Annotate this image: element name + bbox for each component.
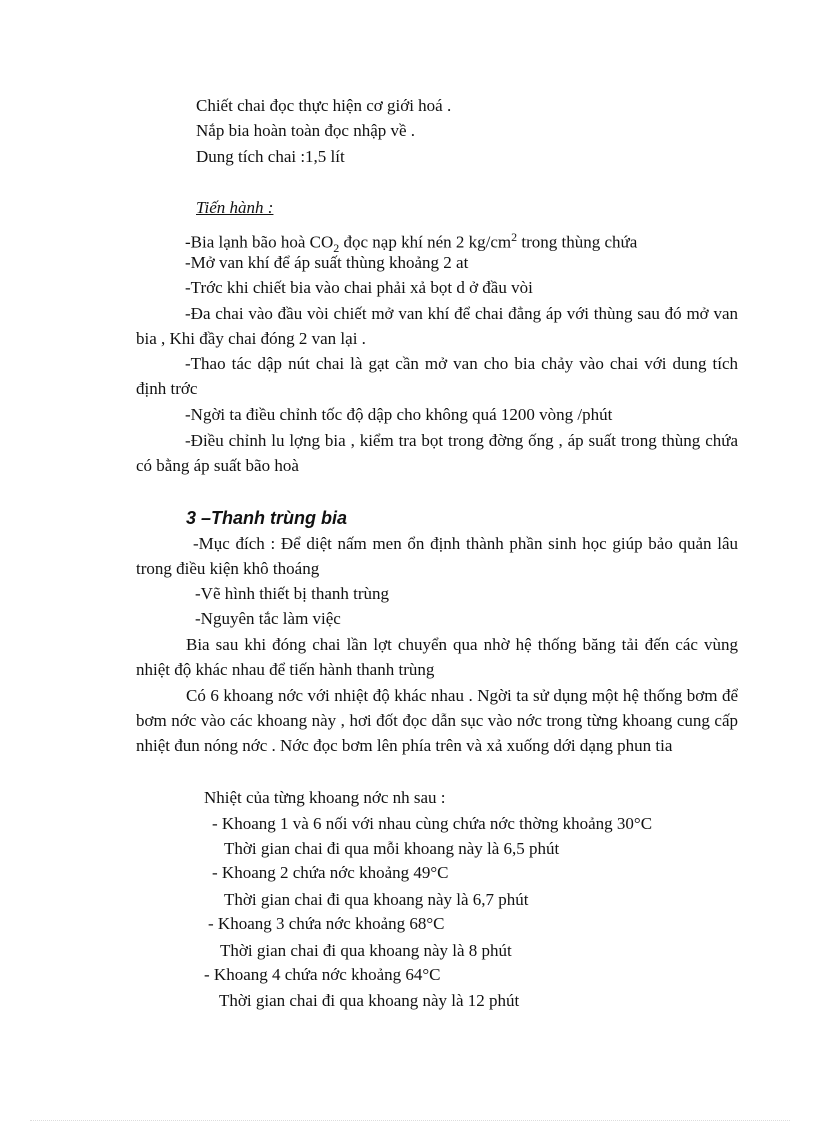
procedure-step-7: -Điều chỉnh lu lợng bia , kiểm tra bọt trong đờng ống , áp suất trong thùng chứa có bằng áp suất bão hoà (136, 431, 738, 475)
section-3-title: 3 –Thanh trùng bia (186, 508, 348, 528)
section-3-paragraph-1: Bia sau khi đóng chai lần lợt chuyển qua nhờ hệ thống băng tải đến các vùng nhiệt độ khác nhau để tiến hành thanh trùng (136, 635, 738, 679)
procedure-step-5: -Thao tác dập nút chai là gạt cần mở van cho bia chảy vào chai với dung tích định trớc (136, 354, 738, 398)
procedure-heading: Tiến hành : (196, 198, 274, 217)
procedure-step-3: -Trớc khi chiết bia vào chai phải xả bọt d ở đầu vòi (185, 278, 533, 297)
step1-text-c: trong thùng chứa (517, 232, 638, 252)
step1-text-b: đọc nạp khí nén 2 kg/cm (339, 232, 512, 252)
khoang-3: - Khoang 3 chứa nớc khoảng 68°C (208, 914, 445, 933)
khoang-3-time: Thời gian chai đi qua khoang này là 8 phút (220, 941, 512, 960)
khoang-2: - Khoang 2 chứa nớc khoảng 49°C (212, 863, 449, 882)
section-3-principle: -Nguyên tắc làm việc (195, 609, 341, 628)
intro-line-3: Dung tích chai :1,5 lít (196, 147, 345, 166)
khoang-1-6: - Khoang 1 và 6 nối với nhau cùng chứa nớc thờng khoảng 30°C (212, 814, 653, 833)
step1-subscript: 2 (333, 241, 340, 256)
section-3-draw: -Vẽ hình thiết bị thanh trùng (195, 584, 390, 603)
intro-line-2: Nắp bia hoàn toàn đọc nhập về . (196, 121, 416, 140)
khoang-2-time: Thời gian chai đi qua khoang này là 6,7 phút (224, 890, 529, 909)
intro-line-1: Chiết chai đọc thực hiện cơ giới hoá . (196, 96, 452, 115)
procedure-step-4: -Đa chai vào đầu vòi chiết mở van khí để chai đẳng áp với thùng sau đó mở van bia , Khi đầy chai đóng 2 van lại . (136, 304, 738, 348)
footer-rule (30, 1120, 790, 1121)
section-3-paragraph-2: Có 6 khoang nớc với nhiệt độ khác nhau . Ngời ta sử dụng một hệ thống bơm để bơm nớc vào các khoang này , hơi đốt đọc dẫn sục vào nớc trong từng khoang cung cấp nhiệt đun nóng nớc . Nớc đọc bơm lên phía trên và xả xuống dới dạng phun tia (136, 686, 738, 755)
procedure-step-6: -Ngời ta điều chỉnh tốc độ dập cho không quá 1200 vòng /phút (185, 405, 613, 424)
temps-intro: Nhiệt của từng khoang nớc nh sau : (204, 788, 446, 807)
khoang-4: - Khoang 4 chứa nớc khoảng 64°C (204, 965, 441, 984)
section-3-purpose: -Mục đích : Để diệt nấm men ổn định thành phần sinh học giúp bảo quản lâu trong điều kiện khô thoáng (136, 534, 738, 578)
khoang-1-6-time: Thời gian chai đi qua mỗi khoang này là 6,5 phút (224, 839, 560, 858)
procedure-step-2: -Mở van khí để áp suất thùng khoảng 2 at (185, 253, 469, 272)
step1-superscript: 2 (511, 230, 518, 244)
step1-text-a: -Bia lạnh bão hoà CO (185, 232, 334, 252)
khoang-4-time: Thời gian chai đi qua khoang này là 12 phút (219, 991, 520, 1010)
